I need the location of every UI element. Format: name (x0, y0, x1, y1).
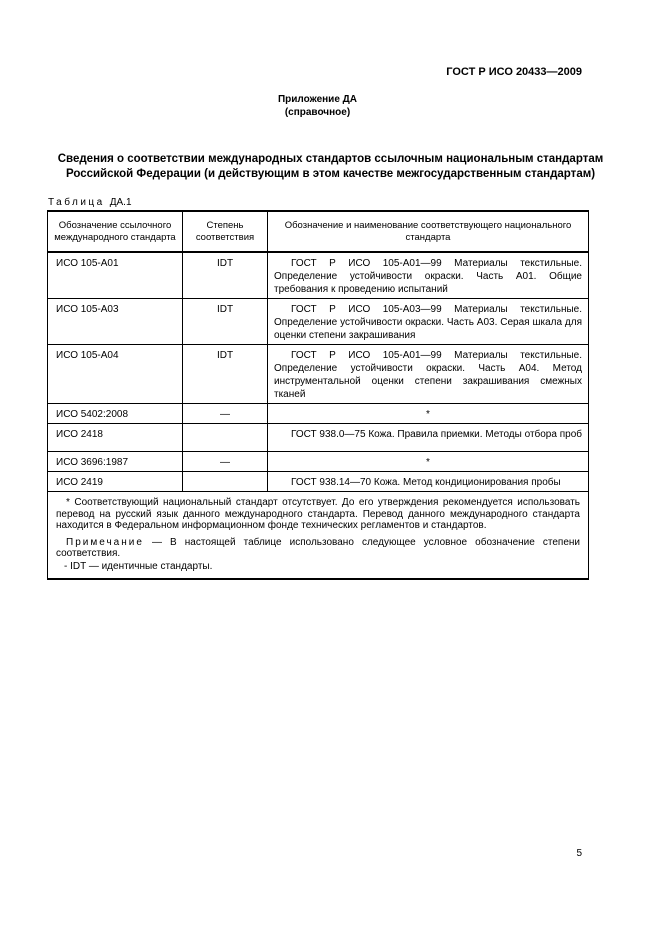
national-standard-text: ГОСТ Р ИСО 105-А03—99 Материалы текстильные. Определение устойчивости окраски. Часть А03. Серая шкала для оценки степени закрашивания (274, 304, 582, 341)
table-header (48, 211, 589, 252)
appendix-heading (47, 93, 588, 119)
national-standard-cell (268, 452, 589, 472)
table-row (48, 424, 589, 452)
table-row (48, 345, 589, 404)
appendix-type: (справочное) (284, 107, 351, 118)
degree-cell: — (183, 404, 268, 424)
table-caption-word: Таблица (48, 197, 105, 208)
footnote-row (48, 492, 589, 580)
column-header-degree: Степень соответствия (183, 211, 268, 252)
table-row (48, 299, 589, 345)
table-row (48, 452, 589, 472)
appendix-label: Приложение ДА (277, 94, 358, 105)
correspondence-table (47, 210, 589, 580)
table-row (48, 252, 589, 299)
intl-standard-cell: ИСО 3696:1987 (48, 452, 183, 472)
national-standard-cell (268, 472, 589, 492)
column-header-national-standard: Обозначение и наименование соответствующего национального стандарта (268, 211, 589, 252)
table-caption (48, 197, 132, 208)
appendix-title-line1: Сведения о соответствии международных стандартов ссылочным национальным стандартам (57, 153, 604, 165)
intl-standard-cell: ИСО 2419 (48, 472, 183, 492)
national-standard-cell (268, 404, 589, 424)
appendix-title (15, 152, 646, 182)
intl-standard-cell: ИСО 2418 (48, 424, 183, 452)
intl-standard-cell: ИСО 105-А01 (48, 252, 183, 299)
degree-cell (183, 472, 268, 492)
table-row (48, 404, 589, 424)
intl-standard-cell: ИСО 105-А04 (48, 345, 183, 404)
intl-standard-cell: ИСО 105-А03 (48, 299, 183, 345)
degree-cell (183, 424, 268, 452)
footnote-text: * Соответствующий национальный стандарт отсутствует. До его утверждения рекомендуется использовать перевод на русский язык данного международного стандарта. Перевод данного международного стандарта находится в Федеральном информационном фонде технических регламентов и стандартов. (56, 497, 580, 531)
degree-cell: IDT (183, 345, 268, 404)
page-number: 5 (576, 848, 582, 859)
table-body (48, 252, 589, 492)
national-standard-cell (268, 424, 589, 452)
table-row (48, 472, 589, 492)
national-standard-cell (268, 345, 589, 404)
column-header-intl-standard: Обозначение ссылочного международного стандарта (48, 211, 183, 252)
note-text (56, 537, 580, 560)
appendix-title-line2: Российской Федерации (и действующим в этом качестве межгосударственным стандартам) (65, 168, 596, 180)
national-standard-cell (268, 299, 589, 345)
note-item-idt: - IDT — идентичные стандарты. (64, 560, 213, 572)
running-header-standard-number: ГОСТ Р ИСО 20433—2009 (446, 66, 582, 78)
intl-standard-cell: ИСО 5402:2008 (48, 404, 183, 424)
national-standard-text: * (426, 409, 430, 420)
table-caption-number: ДА.1 (109, 197, 132, 208)
national-standard-cell (268, 252, 589, 299)
degree-cell: — (183, 452, 268, 472)
note-body: — В настоящей таблице использовано следующее условное обозначение степени соответствия. (56, 536, 580, 559)
national-standard-text: ГОСТ Р ИСО 105-А01—99 Материалы текстильные. Определение устойчивости окраски. Часть А04. Метод инструментальной оценки степени закрашивания смежных тканей (274, 350, 582, 400)
national-standard-text: ГОСТ Р ИСО 105-А01—99 Материалы текстильные. Определение устойчивости окраски. Часть А01. Общие требования к проведению испытаний (274, 258, 582, 295)
degree-cell: IDT (183, 252, 268, 299)
national-standard-text: ГОСТ 938.0—75 Кожа. Правила приемки. Методы отбора проб (291, 429, 582, 440)
national-standard-text: ГОСТ 938.14—70 Кожа. Метод кондиционирования пробы (291, 477, 561, 488)
degree-cell: IDT (183, 299, 268, 345)
table-footnote-section (48, 492, 589, 580)
note-label: Примечание (66, 536, 144, 548)
national-standard-text: * (426, 457, 430, 468)
